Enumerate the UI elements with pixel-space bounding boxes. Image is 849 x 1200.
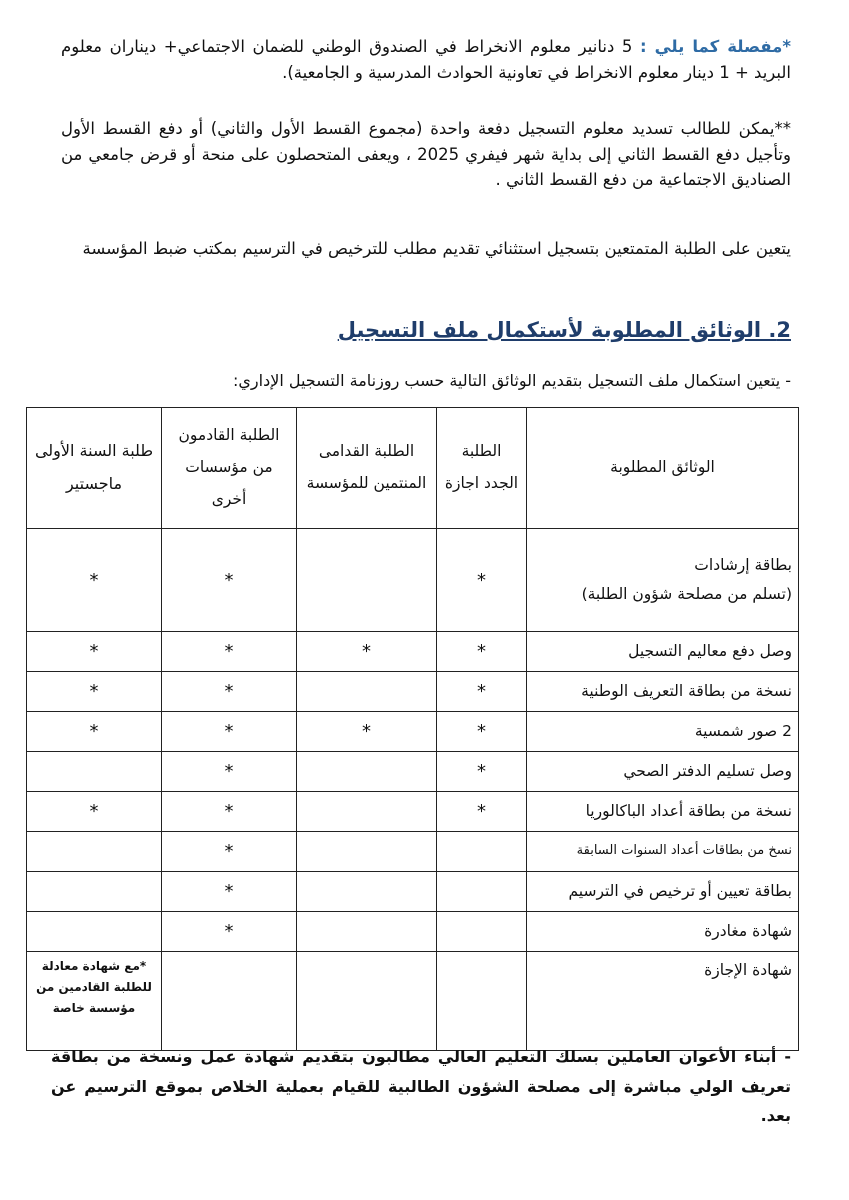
mark-old bbox=[297, 529, 437, 632]
mark-old: * bbox=[297, 712, 437, 752]
header-transfer-students: الطلبة القادمون من مؤسسات أخرى bbox=[162, 408, 297, 529]
mark-transfer: * bbox=[162, 672, 297, 712]
mark-transfer: * bbox=[162, 752, 297, 792]
header-documents: الوثائق المطلوبة bbox=[527, 408, 799, 529]
mark-new: * bbox=[437, 792, 527, 832]
staff-children-note: - أبناء الأعوان العاملين بسلك التعليم العالي مطالبون بتقديم شهادة عمل ونسخة من بطاقة تعريف الولي مباشرة إلى مصلحة الشؤون الطالبية للقيام بعملية الخلاص بموقع الترسيم عن بعد. bbox=[51, 1047, 791, 1126]
mark-new: * bbox=[437, 712, 527, 752]
table-row bbox=[27, 792, 799, 832]
mark-master bbox=[27, 752, 162, 792]
fees-breakdown-paragraph bbox=[61, 34, 791, 85]
mark-new: * bbox=[437, 752, 527, 792]
mark-old bbox=[297, 752, 437, 792]
table-row bbox=[27, 952, 799, 1051]
table-header-row bbox=[27, 408, 799, 529]
mark-master: * bbox=[27, 672, 162, 712]
document-name: نسخ من بطاقات أعداد السنوات السابقة bbox=[527, 832, 799, 872]
table-row bbox=[27, 832, 799, 872]
table-row bbox=[27, 872, 799, 912]
table-row bbox=[27, 672, 799, 712]
document-name: شهادة مغادرة bbox=[527, 912, 799, 952]
fees-breakdown-text: 5 دنانير معلوم الانخراط في الصندوق الوطني للضمان الاجتماعي+ ديناران معلوم البريد + 1 دينار معلوم الانخراط في تعاونية الحوادث المدرسية و الجامعية). bbox=[61, 37, 791, 82]
mark-old: * bbox=[297, 632, 437, 672]
mark-new: * bbox=[437, 672, 527, 712]
mark-new: * bbox=[437, 632, 527, 672]
documents-intro: - يتعين استكمال ملف التسجيل بتقديم الوثائق التالية حسب روزنامة التسجيل الإداري: bbox=[232, 371, 791, 390]
exceptional-registration-paragraph: يتعين على الطلبة المتمتعين بتسجيل استثنائي تقديم مطلب للترخيص في الترسيم بمكتب ضبط المؤسسة bbox=[82, 239, 791, 258]
mark-new bbox=[437, 952, 527, 1051]
mark-new bbox=[437, 872, 527, 912]
mark-transfer: * bbox=[162, 529, 297, 632]
header-master-first-year: طلبة السنة الأولى ماجستير bbox=[27, 408, 162, 529]
mark-new bbox=[437, 912, 527, 952]
document-name: بطاقة إرشادات (تسلم من مصلحة شؤون الطلبة) bbox=[527, 529, 799, 632]
master-equivalence-note: *مع شهادة معادلة للطلبة القادمين من مؤسسة خاصة bbox=[27, 952, 162, 1051]
table-row bbox=[27, 752, 799, 792]
table-row bbox=[27, 912, 799, 952]
mark-master: * bbox=[27, 712, 162, 752]
section-heading: 2. الوثائق المطلوبة لأستكمال ملف التسجيل bbox=[337, 318, 791, 342]
mark-master: * bbox=[27, 632, 162, 672]
mark-transfer: * bbox=[162, 912, 297, 952]
mark-master: * bbox=[27, 792, 162, 832]
mark-old bbox=[297, 872, 437, 912]
mark-new bbox=[437, 832, 527, 872]
mark-transfer: * bbox=[162, 632, 297, 672]
document-name: 2 صور شمسية bbox=[527, 712, 799, 752]
mark-old bbox=[297, 912, 437, 952]
document-name: وصل دفع معاليم التسجيل bbox=[527, 632, 799, 672]
mark-transfer: * bbox=[162, 792, 297, 832]
document-name: وصل تسليم الدفتر الصحي bbox=[527, 752, 799, 792]
table-row bbox=[27, 529, 799, 632]
header-old-students: الطلبة القدامى المنتمين للمؤسسة bbox=[297, 408, 437, 529]
mark-transfer bbox=[162, 952, 297, 1051]
mark-master: * bbox=[27, 529, 162, 632]
mark-transfer: * bbox=[162, 872, 297, 912]
fees-breakdown-label: *مفصلة كما يلي : bbox=[639, 37, 792, 56]
document-name: نسخة من بطاقة التعريف الوطنية bbox=[527, 672, 799, 712]
mark-old bbox=[297, 952, 437, 1051]
mark-transfer: * bbox=[162, 832, 297, 872]
document-name: نسخة من بطاقة أعداد الباكالوريا bbox=[527, 792, 799, 832]
mark-old bbox=[297, 832, 437, 872]
document-name: بطاقة تعيين أو ترخيص في الترسيم bbox=[527, 872, 799, 912]
mark-transfer: * bbox=[162, 712, 297, 752]
mark-master bbox=[27, 912, 162, 952]
installment-paragraph: **يمكن للطالب تسديد معلوم التسجيل دفعة واحدة (مجموع القسط الأول والثاني) أو دفع القسط الأول وتأجيل دفع القسط الثاني إلى بداية شهر فيفري 2025 ، ويعفى المتحصلون على منحة أو قرض جامعي من الصناديق الاجتماعية من دفع القسط الثاني . bbox=[61, 119, 791, 190]
table-row bbox=[27, 712, 799, 752]
mark-old bbox=[297, 792, 437, 832]
required-documents-table bbox=[26, 407, 799, 1051]
table-row bbox=[27, 632, 799, 672]
document-name: شهادة الإجازة bbox=[527, 952, 799, 1051]
mark-new: * bbox=[437, 529, 527, 632]
mark-master bbox=[27, 832, 162, 872]
mark-master bbox=[27, 872, 162, 912]
header-new-students: الطلبة الجدد اجازة bbox=[437, 408, 527, 529]
mark-old bbox=[297, 672, 437, 712]
